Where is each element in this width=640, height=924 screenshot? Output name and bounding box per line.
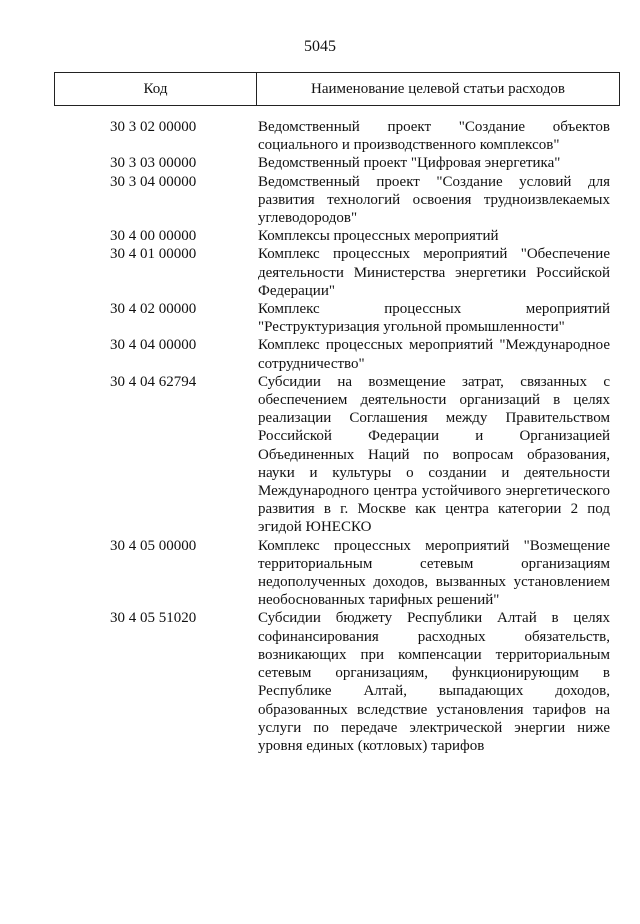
table-row [0, 336, 640, 372]
row-name: Субсидии бюджету Республики Алтай в целях софинансирования расходных обязательств, возникающих при компенсации территориальным сетевым организациям, функционирующим в Республике Алтай, выпадающих доходов, образованных вследствие установления тарифов на услуги по передаче электрической энергии ниже уровня единых (котловых) тарифов [258, 610, 610, 754]
table-row [0, 609, 640, 755]
page-number: 5045 [304, 38, 336, 55]
table-row [0, 154, 640, 172]
table-row [0, 245, 640, 300]
row-code: 30 4 04 00000 [110, 337, 197, 354]
table-row [0, 227, 640, 245]
row-code: 30 4 01 00000 [110, 246, 197, 263]
row-name: Ведомственный проект "Создание объектов социального и производственного комплексов" [258, 119, 610, 154]
row-code: 30 4 00 00000 [110, 228, 197, 245]
row-name: Комплекс процессных мероприятий "Реструктуризация угольной промышленности" [258, 301, 610, 336]
table-row [0, 173, 640, 228]
table-row [0, 537, 640, 610]
row-code: 30 3 04 00000 [110, 173, 197, 190]
row-name: Комплекс процессных мероприятий "Обеспечение деятельности Министерства энергетики Российской Федерации" [258, 246, 610, 299]
row-name: Комплекс процессных мероприятий "Международное сотрудничество" [258, 337, 610, 372]
table-header [54, 72, 620, 106]
row-code: 30 3 03 00000 [110, 155, 197, 172]
row-name: Комплекс процессных мероприятий "Возмещение территориальным сетевым организациям недополученных доходов, вызванных установлением необоснованных тарифных решений" [258, 537, 610, 609]
row-code: 30 3 02 00000 [110, 119, 197, 135]
table-row [0, 300, 640, 336]
column-header-name: Наименование целевой статьи расходов [311, 80, 565, 97]
table-row [0, 373, 640, 537]
row-code: 30 4 02 00000 [110, 301, 197, 318]
row-name: Ведомственный проект "Цифровая энергетика" [258, 155, 561, 172]
budget-items-list [0, 118, 640, 755]
row-code: 30 4 05 51020 [110, 610, 197, 627]
row-name: Комплексы процессных мероприятий [258, 228, 499, 245]
row-name: Ведомственный проект "Создание условий для развития технологий освоения трудноизвлекаемых углеводородов" [258, 173, 610, 227]
table-row [0, 118, 640, 154]
column-header-code: Код [55, 73, 257, 105]
row-code: 30 4 04 62794 [110, 373, 197, 390]
row-code: 30 4 05 00000 [110, 537, 197, 554]
row-name: Субсидии на возмещение затрат, связанных с обеспечением деятельности организаций в целях реализации Соглашения между Правительством Российской Федерации и Организацией Объединенных Наций по вопросам образования, науки и культуры о создании и деятельности Международного центра устойчивого энергетического развития в г. Москве как центра категории 2 под эгидой ЮНЕСКО [258, 373, 610, 536]
